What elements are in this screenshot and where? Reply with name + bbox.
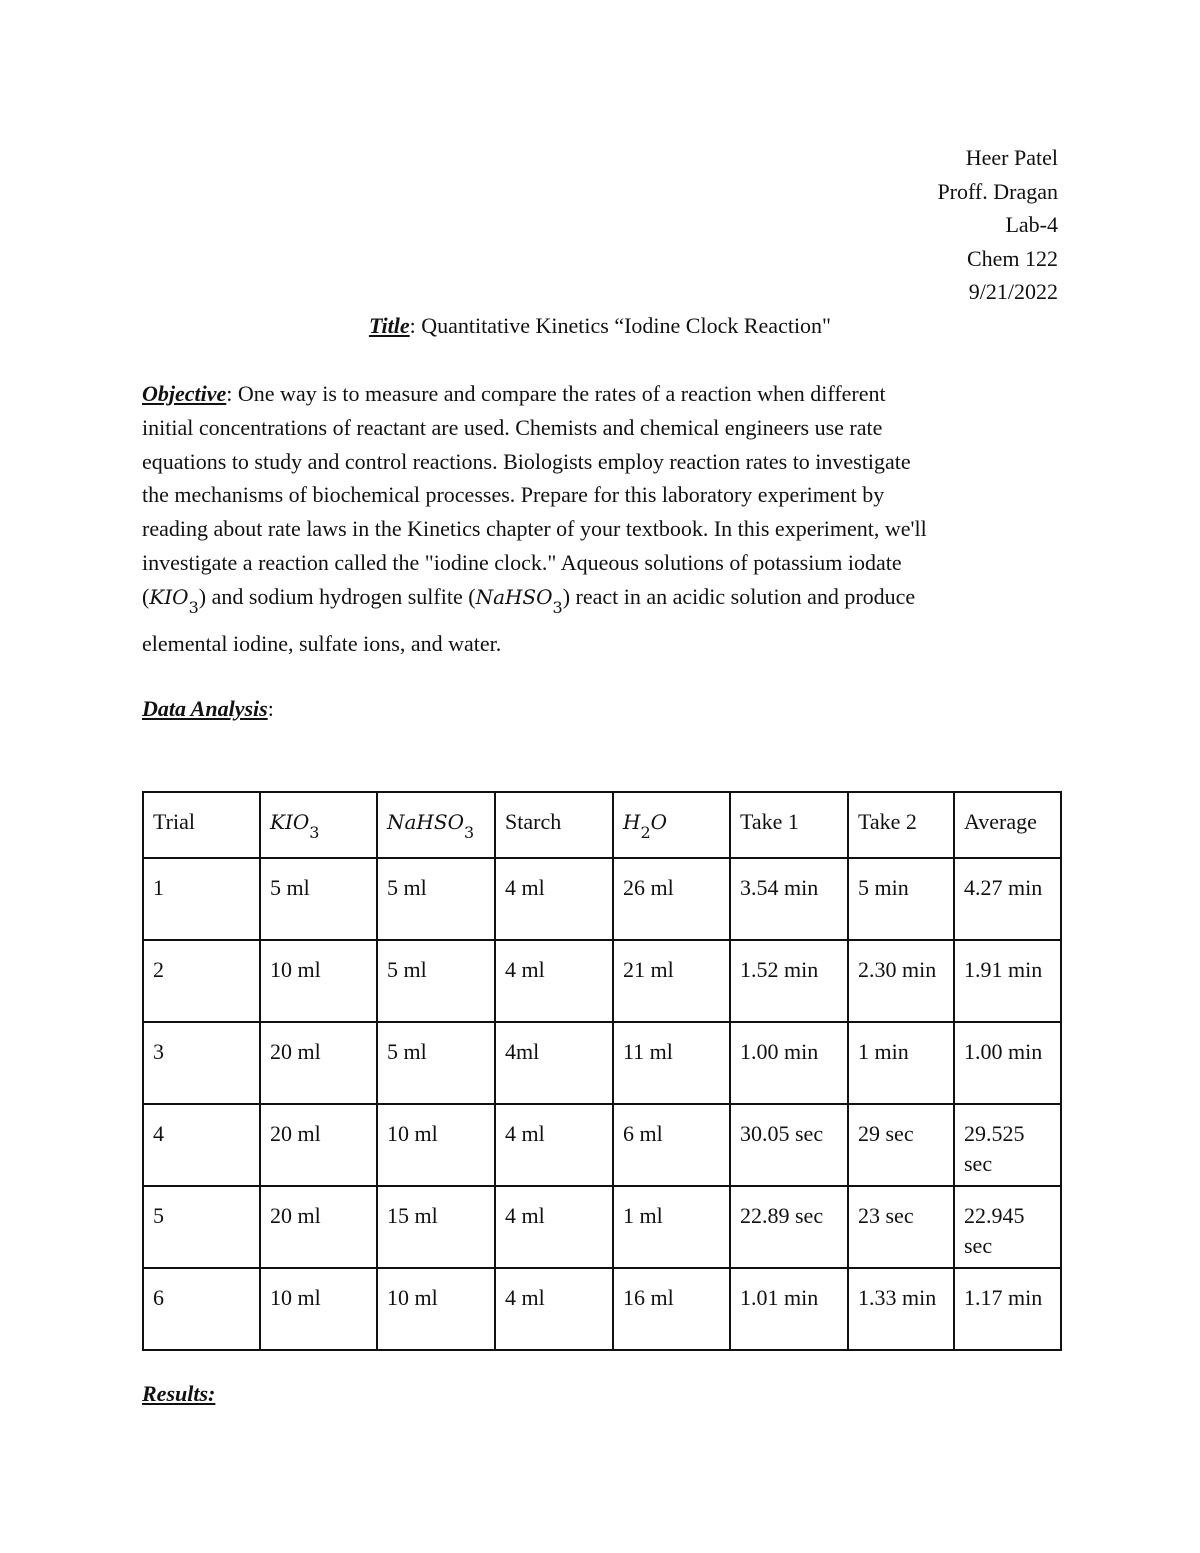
objective-line: reading about rate laws in the Kinetics chapter of your textbook. In this experiment, we'll bbox=[142, 516, 927, 542]
header-nahso3 bbox=[377, 792, 495, 858]
paren-close: ) bbox=[562, 583, 571, 609]
cell-h2o: 6 ml bbox=[613, 1104, 730, 1186]
cell-take2: 1.33 min bbox=[848, 1268, 954, 1350]
cell-kio3: 10 ml bbox=[260, 1268, 377, 1350]
objective-line: investigate a reaction called the "iodine clock." Aqueous solutions of potassium iodate bbox=[142, 549, 902, 575]
header-kio3-base: KIO bbox=[270, 810, 310, 834]
header-take1: Take 1 bbox=[730, 792, 848, 858]
cell-take2: 29 sec bbox=[848, 1104, 954, 1186]
cell-trial: 2 bbox=[143, 940, 260, 1022]
objective-section bbox=[142, 377, 1067, 660]
cell-take2: 1 min bbox=[848, 1022, 954, 1104]
data-analysis-heading bbox=[142, 692, 274, 726]
cell-average: 1.91 min bbox=[954, 940, 1061, 1022]
formula-end-text: react in an acidic solution and produce bbox=[570, 583, 916, 609]
cell-h2o: 21 ml bbox=[613, 940, 730, 1022]
paren-open: ( bbox=[468, 583, 476, 609]
cell-starch: 4 ml bbox=[495, 1186, 613, 1268]
cell-nahso3: 10 ml bbox=[377, 1104, 495, 1186]
cell-trial: 5 bbox=[143, 1186, 260, 1268]
cell-h2o: 1 ml bbox=[613, 1186, 730, 1268]
header-nahso3-base: NaHSO bbox=[387, 810, 464, 834]
kio3-formula bbox=[149, 584, 199, 617]
header-kio3-subscript: 3 bbox=[309, 823, 320, 842]
kio3-subscript: 3 bbox=[188, 597, 199, 617]
header-kio3 bbox=[260, 792, 377, 858]
objective-line: elemental iodine, sulfate ions, and water. bbox=[142, 630, 502, 656]
cell-h2o: 11 ml bbox=[613, 1022, 730, 1104]
cell-take2: 2.30 min bbox=[848, 940, 954, 1022]
cell-starch: 4 ml bbox=[495, 858, 613, 940]
table-row bbox=[143, 858, 1061, 940]
results-heading bbox=[142, 1377, 215, 1411]
lab-number: Lab-4 bbox=[1005, 212, 1058, 238]
cell-kio3: 20 ml bbox=[260, 1104, 377, 1186]
objective-label: Objective bbox=[142, 381, 227, 406]
table-header-row bbox=[143, 792, 1061, 858]
data-analysis-label: Data Analysis bbox=[142, 696, 268, 721]
report-date: 9/21/2022 bbox=[968, 279, 1058, 305]
results-label: Results: bbox=[142, 1381, 216, 1406]
cell-average: 22.945 sec bbox=[954, 1186, 1061, 1268]
cell-average: 4.27 min bbox=[954, 858, 1061, 940]
course-name: Chem 122 bbox=[966, 245, 1058, 271]
author-name: Heer Patel bbox=[965, 145, 1058, 170]
cell-trial: 6 bbox=[143, 1268, 260, 1350]
cell-nahso3: 5 ml bbox=[377, 858, 495, 940]
header-h2o-subscript: 2 bbox=[640, 823, 651, 842]
table-row bbox=[143, 1186, 1061, 1268]
cell-kio3: 10 ml bbox=[260, 940, 377, 1022]
cell-nahso3: 5 ml bbox=[377, 940, 495, 1022]
cell-starch: 4 ml bbox=[495, 940, 613, 1022]
header-h2o bbox=[613, 792, 730, 858]
header-h2o-tail: O bbox=[650, 810, 668, 834]
cell-take1: 1.00 min bbox=[730, 1022, 848, 1104]
nahso3-base: NaHSO bbox=[475, 584, 553, 609]
header-starch: Starch bbox=[495, 792, 613, 858]
cell-take1: 1.52 min bbox=[730, 940, 848, 1022]
title-text: : Quantitative Kinetics “Iodine Clock Reaction" bbox=[409, 313, 832, 338]
table-row bbox=[143, 1268, 1061, 1350]
header-trial: Trial bbox=[143, 792, 260, 858]
table-row bbox=[143, 1104, 1061, 1186]
objective-line: equations to study and control reactions. Biologists employ reaction rates to investigate bbox=[142, 448, 911, 474]
title-label: Title bbox=[368, 313, 410, 338]
cell-average: 29.525 sec bbox=[954, 1104, 1061, 1186]
cell-kio3: 5 ml bbox=[260, 858, 377, 940]
nahso3-formula bbox=[475, 584, 563, 617]
cell-kio3: 20 ml bbox=[260, 1022, 377, 1104]
data-analysis-suffix: : bbox=[267, 696, 274, 721]
header-average: Average bbox=[954, 792, 1061, 858]
cell-nahso3: 15 ml bbox=[377, 1186, 495, 1268]
cell-h2o: 16 ml bbox=[613, 1268, 730, 1350]
report-title bbox=[0, 309, 1200, 343]
cell-starch: 4ml bbox=[495, 1022, 613, 1104]
cell-h2o: 26 ml bbox=[613, 858, 730, 940]
cell-starch: 4 ml bbox=[495, 1104, 613, 1186]
professor-name: Proff. Dragan bbox=[937, 178, 1058, 204]
objective-formula-line bbox=[142, 580, 1067, 616]
cell-trial: 4 bbox=[143, 1104, 260, 1186]
objective-line-text: : One way is to measure and compare the rates of a reaction when different bbox=[226, 381, 886, 406]
objective-line bbox=[142, 377, 1067, 411]
kio3-base: KIO bbox=[149, 584, 189, 609]
objective-line: the mechanisms of biochemical processes. Prepare for this laboratory experiment by bbox=[142, 482, 885, 508]
objective-line: initial concentrations of reactant are used. Chemists and chemical engineers use rate bbox=[142, 414, 883, 440]
cell-starch: 4 ml bbox=[495, 1268, 613, 1350]
header-nahso3-subscript: 3 bbox=[463, 823, 475, 842]
cell-trial: 1 bbox=[143, 858, 260, 940]
formula-mid-text: and sodium hydrogen sulfite bbox=[206, 583, 469, 609]
cell-trial: 3 bbox=[143, 1022, 260, 1104]
paren-open: ( bbox=[142, 583, 150, 609]
cell-average: 1.17 min bbox=[954, 1268, 1061, 1350]
header-take2: Take 2 bbox=[848, 792, 954, 858]
cell-nahso3: 10 ml bbox=[377, 1268, 495, 1350]
cell-kio3: 20 ml bbox=[260, 1186, 377, 1268]
nahso3-subscript: 3 bbox=[552, 597, 563, 617]
cell-average: 1.00 min bbox=[954, 1022, 1061, 1104]
author-header bbox=[937, 141, 1058, 309]
cell-take1: 22.89 sec bbox=[730, 1186, 848, 1268]
paren-close: ) bbox=[198, 583, 207, 609]
table-row bbox=[143, 1022, 1061, 1104]
kinetics-data-table bbox=[142, 791, 1062, 1351]
cell-take2: 5 min bbox=[848, 858, 954, 940]
header-h2o-base: H bbox=[623, 810, 641, 834]
cell-take1: 1.01 min bbox=[730, 1268, 848, 1350]
cell-take1: 30.05 sec bbox=[730, 1104, 848, 1186]
cell-take2: 23 sec bbox=[848, 1186, 954, 1268]
cell-take1: 3.54 min bbox=[730, 858, 848, 940]
table-row bbox=[143, 940, 1061, 1022]
cell-nahso3: 5 ml bbox=[377, 1022, 495, 1104]
